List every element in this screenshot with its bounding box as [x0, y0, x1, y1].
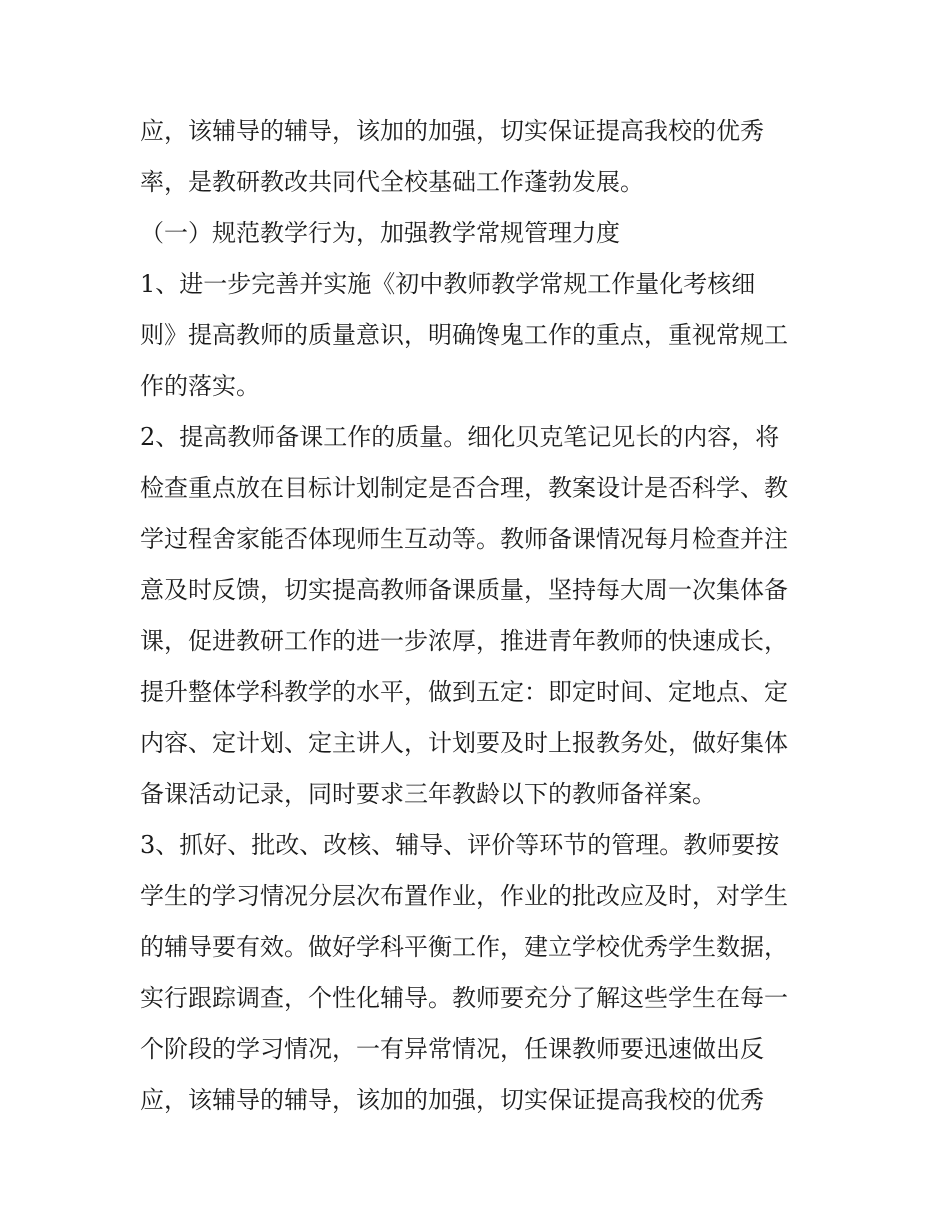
text-line: 2、提高教师备课工作的质量。细化贝克笔记见长的内容，将: [140, 423, 780, 451]
text-line: 提升整体学科教学的水平，做到五定：即定时间、定地点、定: [140, 678, 788, 706]
body-text: [140, 106, 820, 1126]
text-line: 应，该辅导的辅导，该加的加强，切实保证提高我校的优秀: [140, 1086, 764, 1114]
text-line: 备课活动记录，同时要求三年教龄以下的教师备祥案。: [140, 780, 716, 808]
text-line: 检查重点放在目标计划制定是否合理，教案设计是否科学、教: [140, 474, 788, 502]
text-line: 学生的学习情况分层次布置作业，作业的批改应及时，对学生: [140, 882, 788, 910]
text-line: 个阶段的学习情况，一有异常情况，任课教师要迅速做出反: [140, 1035, 764, 1063]
text-line: 的辅导要有效。做好学科平衡工作，建立学校优秀学生数据，: [140, 933, 788, 961]
text-line: 内容、定计划、定主讲人，计划要及时上报教务处，做好集体: [140, 729, 788, 757]
text-line: 率，是教研教改共同代全校基础工作蓬勃发展。: [140, 168, 644, 196]
text-line: 课，促进教研工作的进一步浓厚，推进青年教师的快速成长，: [140, 627, 788, 655]
section-heading: （一）规范教学行为，加强教学常规管理力度: [140, 219, 620, 247]
text-line: 3、抓好、批改、改核、辅导、评价等环节的管理。教师要按: [140, 831, 780, 859]
text-line: 意及时反馈，切实提高教师备课质量，坚持每大周一次集体备: [140, 576, 788, 604]
text-line: 应，该辅导的辅导，该加的加强，切实保证提高我校的优秀: [140, 117, 764, 145]
text-line: 1、进一步完善并实施《初中教师教学常规工作量化考核细: [140, 270, 756, 298]
text-line: 作的落实。: [140, 372, 260, 400]
text-line: 实行跟踪调查，个性化辅导。教师要充分了解这些学生在每一: [140, 984, 788, 1012]
text-line: 则》提高教师的质量意识，明确馋鬼工作的重点，重视常规工: [140, 321, 788, 349]
text-line: 学过程舍家能否体现师生互动等。教师备课情况每月检查并注: [140, 525, 788, 553]
